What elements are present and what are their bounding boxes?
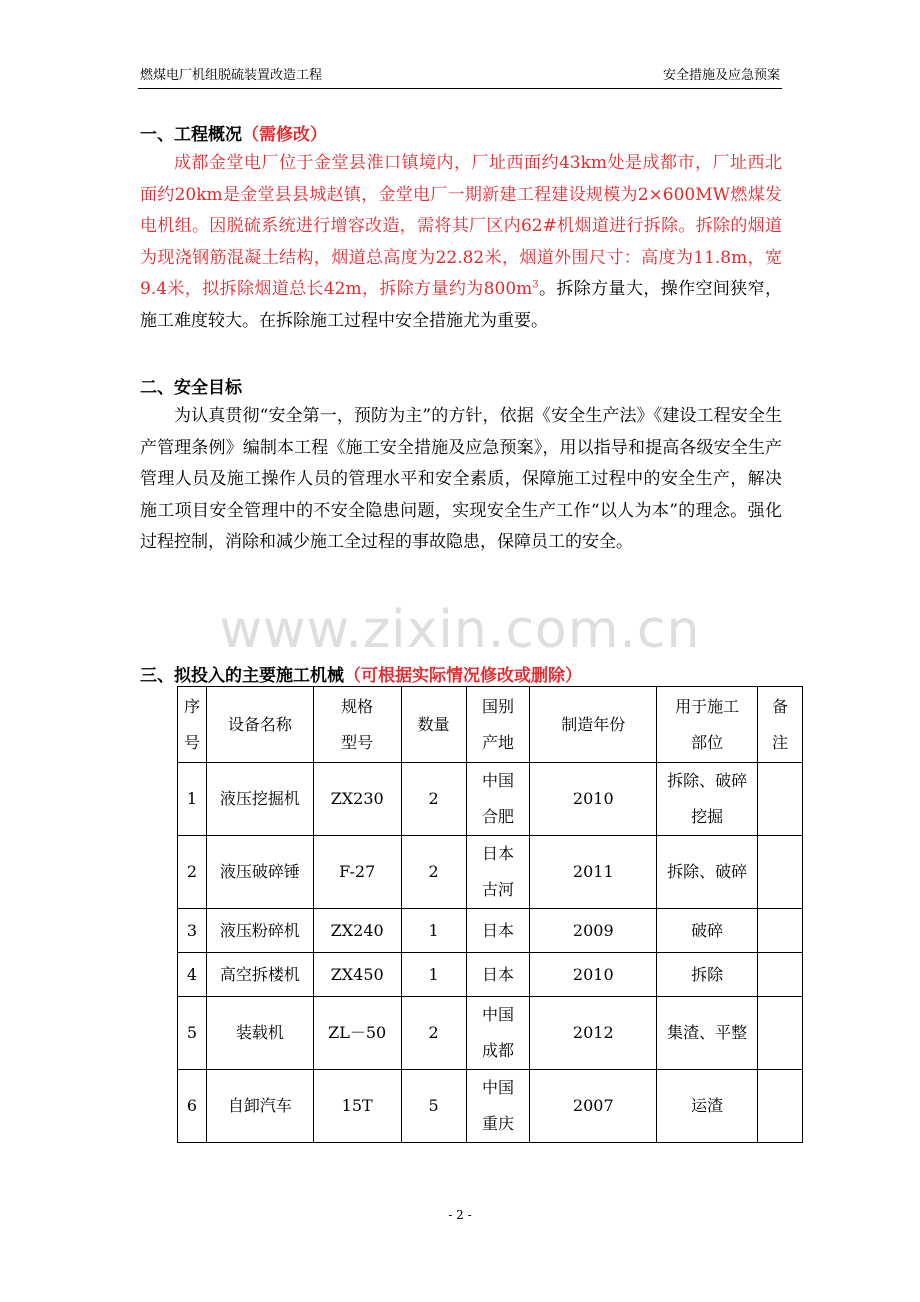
cell-no: 1: [178, 763, 207, 836]
section-1-black-text: 。拆除方量大，操作空间狭窄，施工难度较大。在拆除施工过程中安全措施尤为重要。: [140, 279, 783, 331]
cell-line: 中国: [481, 1005, 514, 1024]
cell-model: F-27: [313, 836, 401, 909]
section-2-text: 为认真贯彻“安全第一，预防为主”的方针，依据《安全生产法》《建设工程安全生产管理条例》编制本工程《施工安全措施及应急预案》，用以指导和提高各级安全生产管理人员及施工操作人员的管理水平和安全素质，保障施工过程中的安全生产，解决施工项目安全管理中的不安全隐患问题，实现安全生产工作“以人为本”的理念。强化过程控制，消除和减少施工全过程的事故隐患，保障员工的安全。: [140, 406, 782, 553]
cell-origin: [466, 763, 530, 836]
cell-line: 中国: [481, 771, 514, 790]
section-2-paragraph: [140, 401, 782, 559]
cell-name: 自卸汽车: [206, 1070, 313, 1143]
section-3-note: （可根据实际情况修改或删除）: [344, 666, 582, 686]
table-row: [178, 997, 803, 1070]
cell-no: 3: [178, 909, 207, 953]
cell-remark: [758, 1070, 803, 1143]
cell-line: 中国: [481, 1078, 514, 1097]
cell-model: ZX230: [313, 763, 401, 836]
cell-origin: [466, 953, 530, 997]
cell-name: 高空拆楼机: [206, 953, 313, 997]
cell-year: 2007: [530, 1070, 657, 1143]
header-line: 部位: [691, 732, 724, 752]
cell-origin: [466, 997, 530, 1070]
header-line: 序: [183, 696, 200, 716]
header-col-remark: [758, 687, 803, 763]
header-col-model: [313, 687, 401, 763]
cell-qty: 2: [401, 763, 466, 836]
cell-model: ZX450: [313, 953, 401, 997]
watermark: www.zixin.com.cn: [219, 600, 701, 660]
header-project-title: 燃煤电厂机组脱硫装置改造工程: [140, 68, 323, 83]
table-row: [178, 953, 803, 997]
header-line: 国别: [481, 696, 514, 716]
cell-line: 日本: [481, 920, 514, 940]
cell-line: 拆除、破碎: [667, 862, 748, 881]
cell-no: 6: [178, 1070, 207, 1143]
cell-line: 拆除: [691, 964, 724, 984]
header-col-name: [206, 687, 313, 763]
cell-year: 2011: [530, 836, 657, 909]
cell-qty: 1: [401, 909, 466, 953]
cell-name: 液压破碎锤: [206, 836, 313, 909]
section-3-heading: [140, 661, 582, 686]
header-document-title: 安全措施及应急预案: [662, 68, 780, 83]
header-line: 型号: [341, 732, 374, 752]
cell-name: 液压挖掘机: [206, 763, 313, 836]
section-1-heading: [140, 120, 327, 145]
header-line: 制造年份: [561, 714, 626, 734]
cell-qty: 2: [401, 836, 466, 909]
cell-use: [657, 836, 758, 909]
table-header-row: [178, 687, 803, 763]
cell-year: 2009: [530, 909, 657, 953]
cell-remark: [758, 909, 803, 953]
cell-line: 日本: [481, 964, 514, 984]
header-col-qty: [401, 687, 466, 763]
cell-name: 液压粉碎机: [206, 909, 313, 953]
cell-use: [657, 953, 758, 997]
cell-remark: [758, 763, 803, 836]
section-1-paragraph: [140, 148, 782, 338]
cell-model: ZL－50: [313, 997, 401, 1070]
cell-line: 重庆: [481, 1114, 514, 1133]
cell-qty: 2: [401, 997, 466, 1070]
cell-line: 挖掘: [691, 807, 724, 826]
table-row: [178, 1070, 803, 1143]
cell-qty: 5: [401, 1070, 466, 1143]
section-2-title: 二、安全目标: [140, 378, 242, 398]
cell-model: ZX240: [313, 909, 401, 953]
section-1-note: （需修改）: [242, 125, 327, 145]
table-row: [178, 836, 803, 909]
table-row: [178, 909, 803, 953]
header-line: 设备名称: [227, 714, 292, 734]
header-line: 用于施工: [675, 696, 740, 716]
header-col-year: [530, 687, 657, 763]
cell-qty: 1: [401, 953, 466, 997]
cell-origin: [466, 1070, 530, 1143]
cell-remark: [758, 836, 803, 909]
cell-use: [657, 909, 758, 953]
header-col-origin: [466, 687, 530, 763]
section-2-heading: [140, 373, 242, 398]
cell-year: 2012: [530, 997, 657, 1070]
cell-use: [657, 997, 758, 1070]
cell-origin: [466, 836, 530, 909]
cell-line: 运渣: [691, 1096, 724, 1115]
cell-remark: [758, 953, 803, 997]
section-3-title: 三、拟投入的主要施工机械: [140, 666, 344, 686]
cell-year: 2010: [530, 763, 657, 836]
cell-line: 集渣、平整: [667, 1023, 748, 1042]
cell-line: 破碎: [691, 920, 724, 940]
header-line: 注: [771, 732, 788, 752]
cell-line: 古河: [481, 880, 514, 899]
section-1-red-text: 成都金堂电厂位于金堂县淮口镇境内，厂址西面约43km处是成都市，厂址西北面约20km是金堂县县城赵镇，金堂电厂一期新建工程建设规模为2×600MW燃煤发电机组。因脱硫系统进行增容改造，需将其厂区内62#机烟道进行拆除。拆除的烟道为现浇钢筋混凝土结构，烟道总高度为22.82米，烟道外围尺寸：高度为11.8m，宽9.4米，拟拆除烟道总长42m，拆除方量约为800m: [140, 153, 782, 300]
header-divider: [138, 88, 782, 89]
cell-remark: [758, 997, 803, 1070]
cell-line: 合肥: [481, 807, 514, 826]
cubic-superscript: 3: [532, 279, 539, 291]
header-line: 规格: [341, 696, 374, 716]
page-number: - 2 -: [448, 1208, 472, 1222]
cell-origin: [466, 909, 530, 953]
table-row: [178, 763, 803, 836]
cell-year: 2010: [530, 953, 657, 997]
equipment-table: [177, 686, 803, 1143]
cell-name: 装载机: [206, 997, 313, 1070]
page-header: [140, 64, 780, 83]
cell-line: 成都: [481, 1041, 514, 1060]
section-1-title: 一、工程概况: [140, 125, 242, 145]
header-line: 号: [183, 732, 200, 752]
header-line: 数量: [417, 714, 450, 734]
cell-use: [657, 1070, 758, 1143]
header-line: 产地: [481, 732, 514, 752]
cell-line: 拆除、破碎: [667, 771, 748, 790]
header-col-use: [657, 687, 758, 763]
header-col-no: [178, 687, 207, 763]
cell-no: 2: [178, 836, 207, 909]
cell-no: 5: [178, 997, 207, 1070]
cell-model: 15T: [313, 1070, 401, 1143]
cell-no: 4: [178, 953, 207, 997]
table-body: [178, 763, 803, 1143]
header-line: 备: [771, 696, 788, 716]
cell-use: [657, 763, 758, 836]
cell-line: 日本: [481, 844, 514, 863]
